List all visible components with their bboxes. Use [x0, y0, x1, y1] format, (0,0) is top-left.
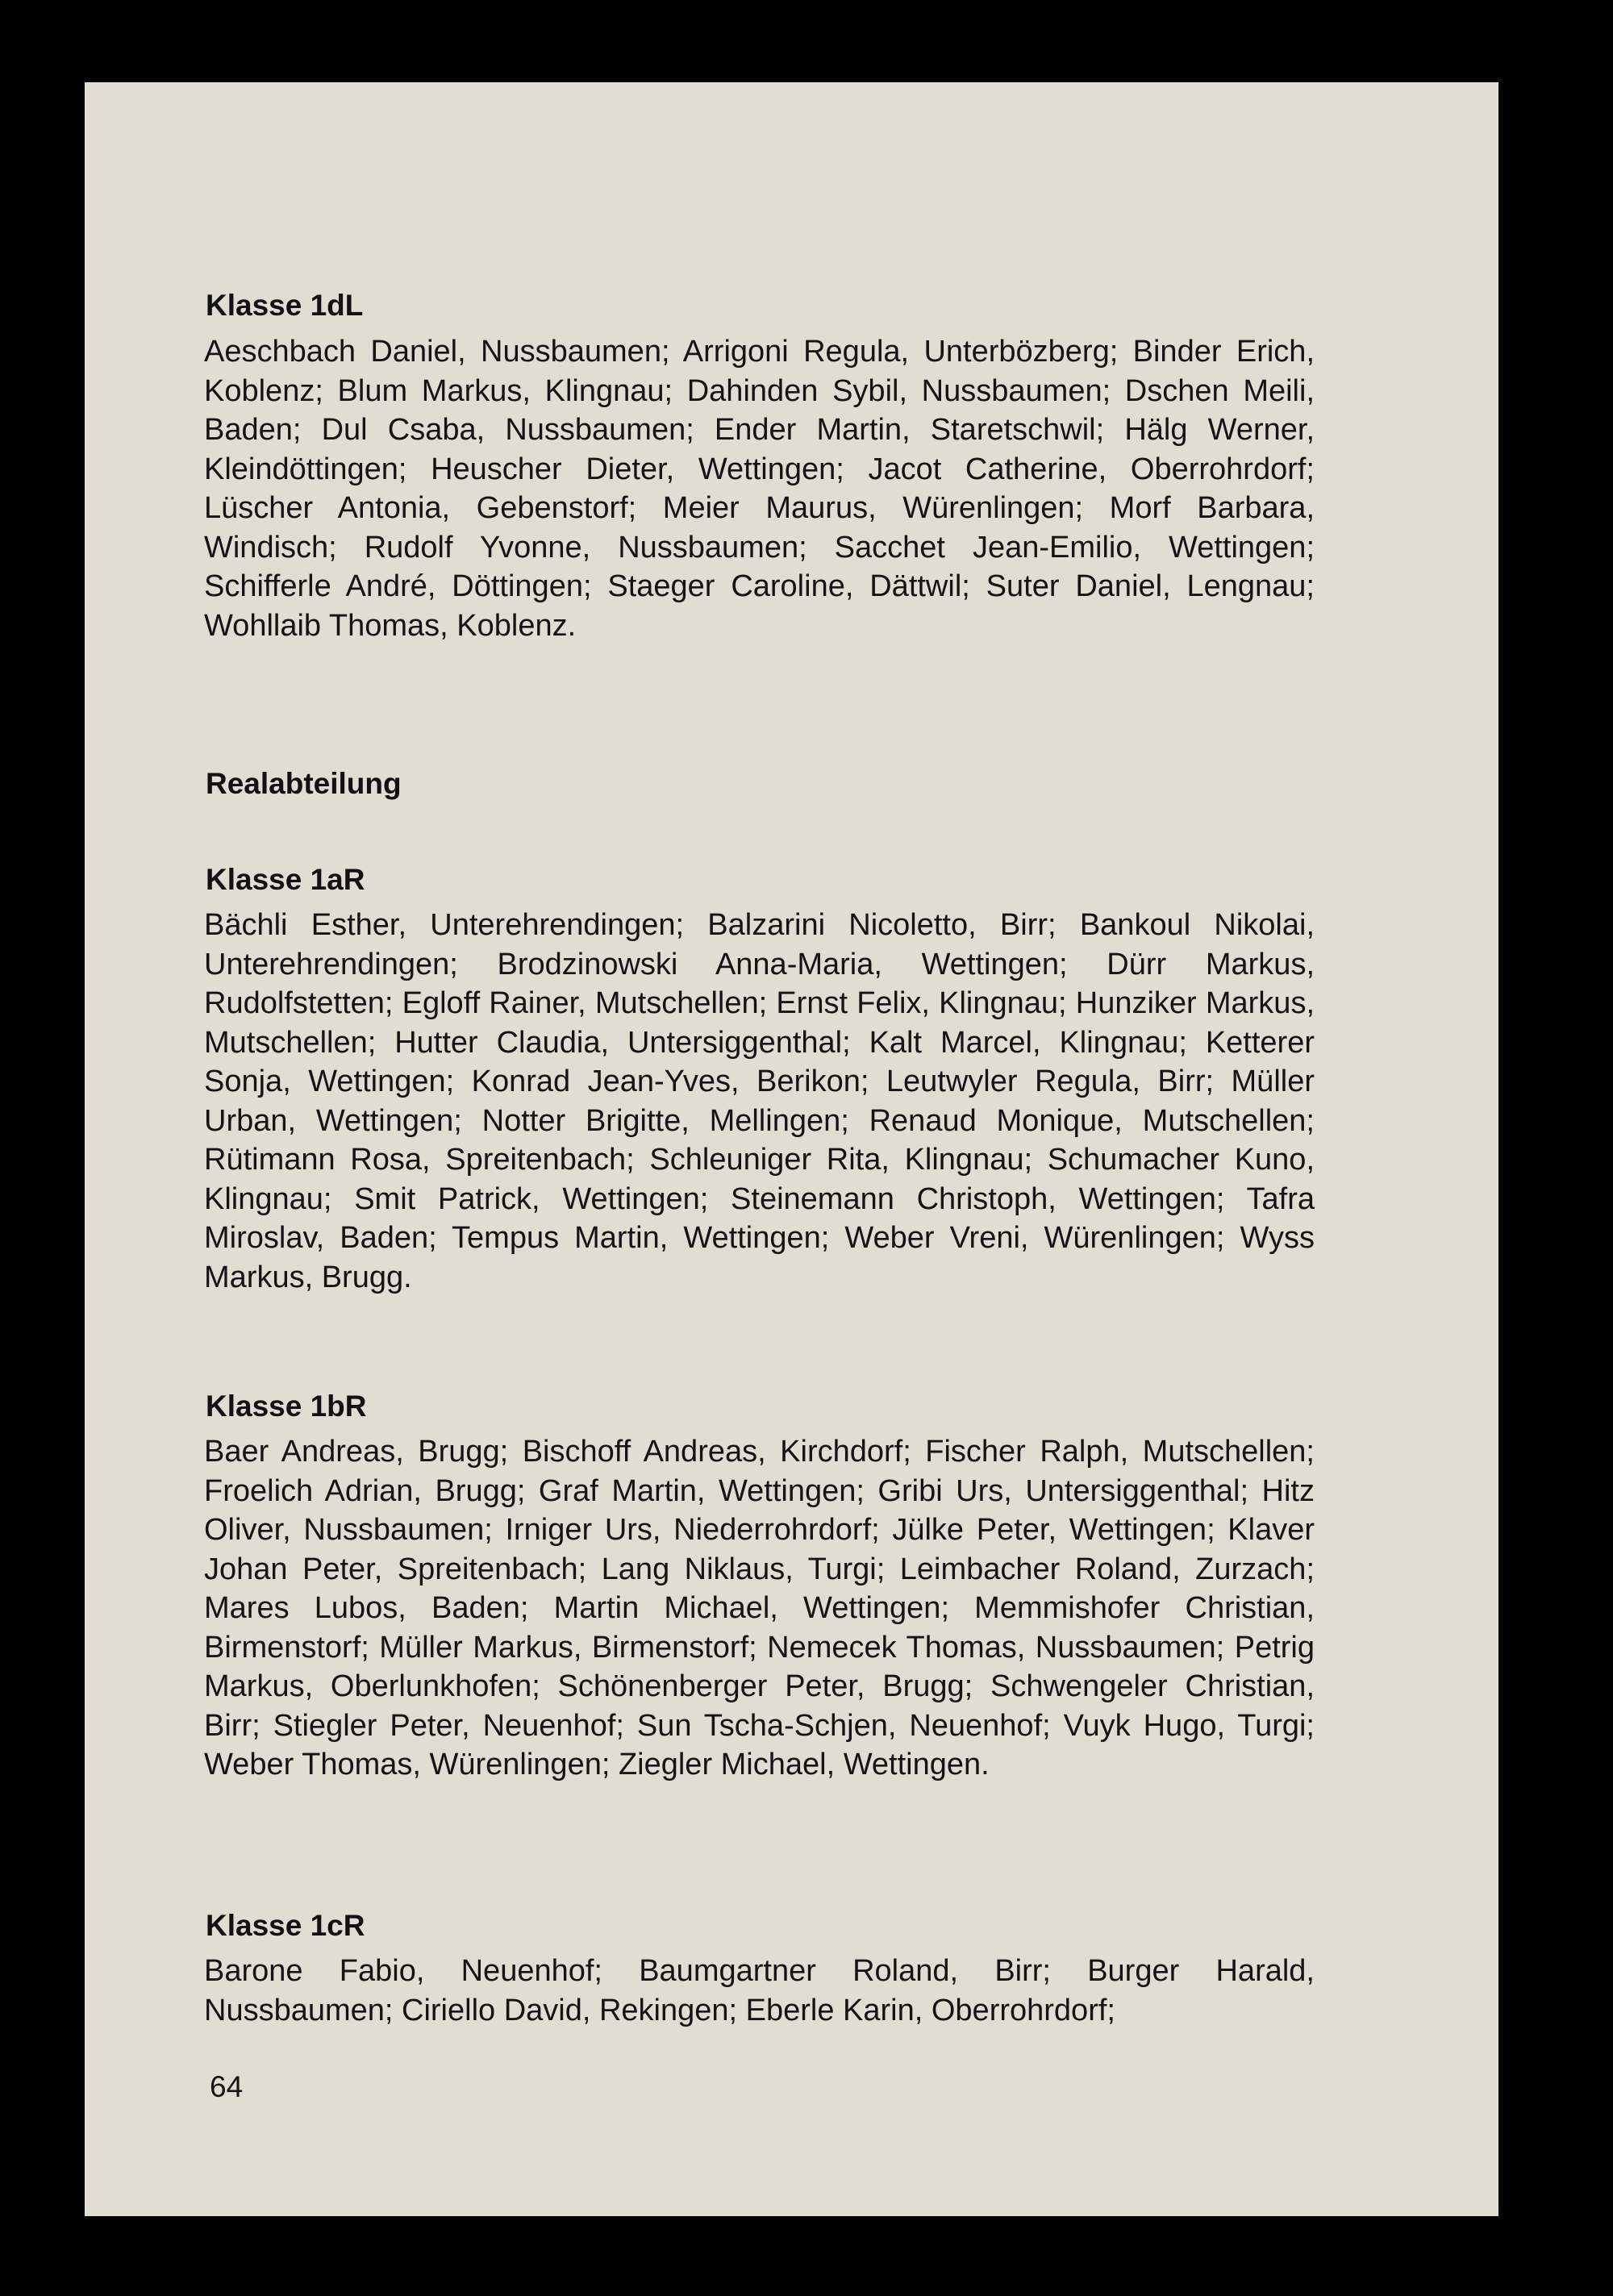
- heading-klasse-1cr: Klasse 1cR: [206, 1909, 365, 1942]
- heading-klasse-1dl: Klasse 1dL: [206, 289, 364, 322]
- page-number: 64: [210, 2070, 244, 2103]
- paragraph-klasse-1ar: Bächli Esther, Unterehrendingen; Balzarini Nicoletto, Birr; Bankoul Nikolai, Unterehrendingen; Brodzinowski Anna-Maria, Wettingen; Dürr Markus, Rudolfstetten; Egloff Rainer, Mutschellen; Ernst Felix, Klingnau; Hunziker Markus, Mutschellen; Hutter Claudia, Untersiggenthal; Kalt Marcel, Klingnau; Ketterer Sonja, Wettingen; Konrad Jean-Yves, Berikon; Leutwyler Regula, Birr; Müller Urban, Wettingen; Notter Brigitte, Mellingen; Renaud Monique, Mutschellen; Rütimann Rosa, Spreitenbach; Schleuniger Rita, Klingnau; Schumacher Kuno, Klingnau; Smit Patrick, Wettingen; Steinemann Christoph, Wettingen; Tafra Miroslav, Baden; Tempus Martin, Wettingen; Weber Vreni, Würenlingen; Wyss Markus, Brugg.: [204, 908, 1315, 1294]
- heading-klasse-1ar: Klasse 1aR: [206, 863, 365, 896]
- paragraph-klasse-1br: Baer Andreas, Brugg; Bischoff Andreas, Kirchdorf; Fischer Ralph, Mutschellen; Froelich Adrian, Brugg; Graf Martin, Wettingen; Gribi Urs, Untersiggenthal; Hitz Oliver, Nussbaumen; Irniger Urs, Niederrohrdorf; Jülke Peter, Wettingen; Klaver Johan Peter, Spreitenbach; Lang Niklaus, Turgi; Leimbacher Roland, Zurzach; Mares Lubos, Baden; Martin Michael, Wettingen; Memmishofer Christian, Birmenstorf; Müller Markus, Birmenstorf; Nemecek Thomas, Nussbaumen; Petrig Markus, Oberlunkhofen; Schönenberger Peter, Brugg; Schwengeler Christian, Birr; Stiegler Peter, Neuenhof; Sun Tscha-Schjen, Neuenhof; Vuyk Hugo, Turgi; Weber Thomas, Würenlingen; Ziegler Michael, Wettingen.: [204, 1435, 1315, 1781]
- heading-realabteilung: Realabteilung: [206, 767, 402, 800]
- heading-klasse-1br: Klasse 1bR: [206, 1390, 367, 1423]
- paragraph-klasse-1cr: Barone Fabio, Neuenhof; Baumgartner Roland, Birr; Burger Harald, Nussbaumen; Ciriello David, Rekingen; Eberle Karin, Oberrohrdorf;: [204, 1954, 1315, 2027]
- document-page: [85, 82, 1498, 2216]
- paragraph-klasse-1dl: Aeschbach Daniel, Nussbaumen; Arrigoni Regula, Unterbözberg; Binder Erich, Koblenz; Blum Markus, Klingnau; Dahinden Sybil, Nussbaumen; Dschen Meili, Baden; Dul Csaba, Nussbaumen; Ender Martin, Staretschwil; Hälg Werner, Kleindöttingen; Heuscher Dieter, Wettingen; Jacot Catherine, Oberrohrdorf; Lüscher Antonia, Gebenstorf; Meier Maurus, Würenlingen; Morf Barbara, Windisch; Rudolf Yvonne, Nussbaumen; Sacchet Jean-Emilio, Wettingen; Schifferle André, Döttingen; Staeger Caroline, Dättwil; Suter Daniel, Lengnau; Wohllaib Thomas, Koblenz.: [204, 335, 1315, 643]
